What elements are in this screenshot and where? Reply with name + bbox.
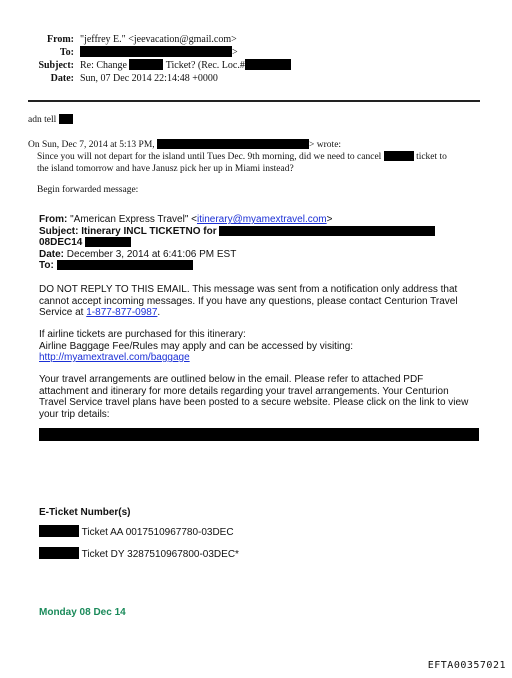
forwarded-header (39, 214, 499, 272)
quoted-line-1b: ticket to (416, 152, 447, 162)
redaction-block (39, 525, 79, 537)
notice-p3-line4: your trip details: (39, 408, 110, 420)
from-value: "jeffrey E." <jeevacation@gmail.com> (80, 34, 237, 45)
email-header (0, 33, 512, 93)
quoted-line-1 (37, 151, 507, 163)
date-value: Sun, 07 Dec 2014 22:14:48 +0000 (80, 73, 218, 84)
redaction-block (157, 139, 309, 149)
notice-p2-line2: Airline Baggage Fee/Rules may apply and can be accessed by visiting: (39, 340, 354, 352)
redaction-block (219, 226, 435, 236)
notice-p1-line2: cannot accept incoming messages. If you have any questions, please contact Centurion Travel (39, 295, 458, 307)
redaction-block (80, 46, 232, 57)
quoted-wrote: > wrote: (309, 140, 342, 150)
subject-mid: Ticket? (Rec. Loc.# (165, 60, 245, 71)
notice-p3-line3: Travel Service travel plans have been posted to a secure website. Please click on the link to view (39, 397, 469, 408)
redaction-block (384, 151, 414, 161)
redaction-block (57, 260, 193, 270)
day-heading: Monday 08 Dec 14 (39, 607, 126, 618)
phone-link[interactable]: 1-877-877-0987 (86, 307, 158, 318)
notice-p1-line3 (39, 307, 499, 319)
header-divider (28, 100, 480, 102)
redaction-block (85, 237, 131, 247)
to-value (80, 46, 238, 59)
subject-prefix: Re: Change (80, 60, 127, 71)
fwd-from-close: > (326, 214, 333, 225)
notice-p1-line3-prefix: Service at (39, 307, 87, 318)
reply-text-content: adn tell (28, 115, 57, 125)
fwd-subject-label: Subject: (39, 225, 79, 237)
fwd-from-name: "American Express Travel" < (70, 214, 197, 225)
redaction-block (59, 114, 73, 124)
notice-p1-line1: DO NOT REPLY TO THIS EMAIL. This message was sent from a notification only address that (39, 284, 458, 295)
subject-label: Subject: (38, 60, 74, 71)
fwd-date-value: December 3, 2014 at 6:41:06 PM EST (66, 248, 237, 260)
quoted-line-1a: Since you will not depart for the island until Tues Dec. 9th morning, did we need to cancel (37, 152, 382, 162)
fwd-subject-line2: 08DEC14 (39, 237, 83, 248)
reply-text (28, 114, 73, 126)
redaction-block (129, 59, 163, 70)
fwd-from-email-link[interactable]: itinerary@myamextravel.com (197, 214, 327, 225)
eticket-heading: E-Ticket Number(s) (39, 507, 131, 518)
quoted-line-2: the island tomorrow and have Janusz pick her up in Miami instead? (37, 164, 294, 174)
ticket-row (39, 525, 234, 538)
date-label: Date: (50, 73, 74, 84)
notice-p3-line1: Your travel arrangements are outlined below in the email. Please refer to attached PDF (39, 374, 424, 385)
fwd-to-label: To: (39, 260, 54, 271)
document-id: EFTA00357021 (427, 660, 506, 671)
notice-p2-line1: If airline tickets are purchased for this itinerary: (39, 329, 246, 340)
baggage-link[interactable]: http://myamextravel.com/baggage (39, 352, 190, 363)
notice-paragraph-3 (39, 374, 499, 420)
redacted-trip-link (39, 428, 479, 441)
notice-paragraph-1 (39, 284, 499, 319)
fwd-from-label: From: (39, 214, 68, 225)
ticket-number: Ticket DY 3287510967800-03DEC* (81, 549, 239, 560)
subject-value (80, 59, 291, 72)
quoted-header (28, 139, 498, 151)
to-suffix: > (232, 47, 238, 58)
redaction-block (245, 59, 291, 70)
from-label: From: (46, 34, 74, 45)
notice-paragraph-2 (39, 329, 499, 364)
quoted-on-prefix: On Sun, Dec 7, 2014 at 5:13 PM, (28, 140, 155, 150)
ticket-row (39, 547, 239, 560)
ticket-number: Ticket AA 0017510967780-03DEC (81, 527, 234, 538)
notice-p3-line2: attachment and itinerary for more details regarding your travel arrangements. Your Centurion (39, 385, 449, 397)
notice-p1-line3-suffix: . (157, 307, 161, 318)
begin-forwarded: Begin forwarded message: (37, 185, 139, 195)
to-label: To: (59, 47, 74, 58)
fwd-subject-value: Itinerary INCL TICKETNO for (81, 225, 217, 237)
fwd-date-label: Date: (39, 248, 65, 260)
redaction-block (39, 547, 79, 559)
